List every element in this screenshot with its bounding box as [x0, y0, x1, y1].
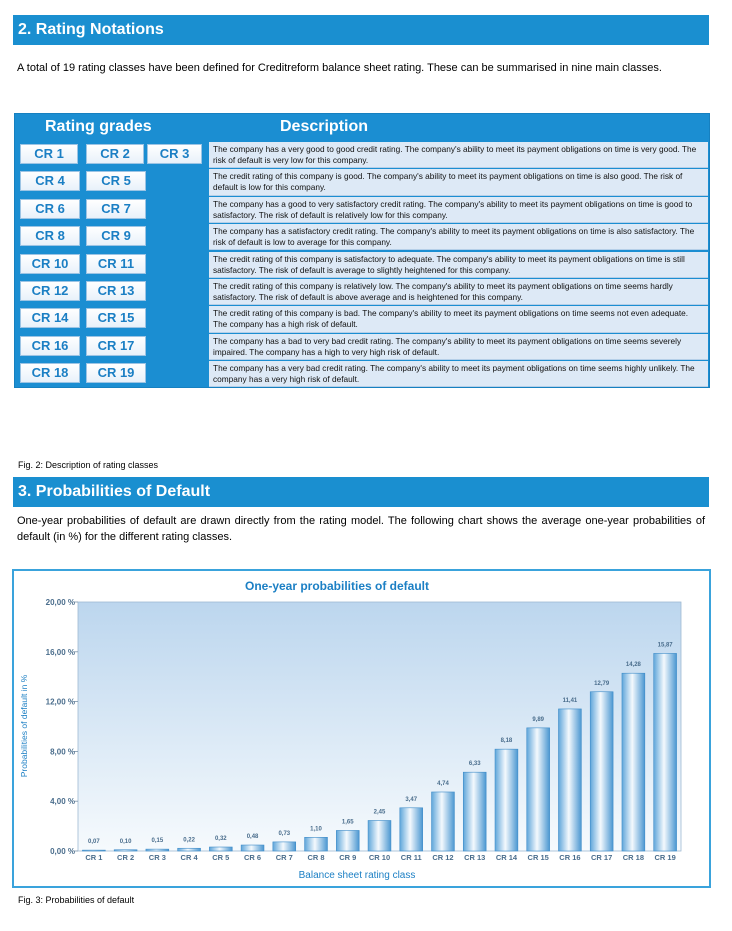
- y-tick-label: 4,00 %: [50, 797, 75, 807]
- bar: [654, 653, 677, 851]
- bar-value-label: 14,28: [625, 662, 641, 669]
- bar: [82, 850, 105, 851]
- bar: [273, 842, 296, 851]
- bar: [305, 837, 328, 851]
- bar-value-label: 3,47: [405, 796, 418, 803]
- bar-value-label: 1,65: [341, 819, 354, 826]
- x-tick-label: CR 12: [432, 853, 454, 862]
- x-tick-label: CR 6: [244, 853, 262, 862]
- rating-row: [15, 223, 709, 250]
- default-probability-chart: [12, 569, 711, 888]
- rating-grade-badges: [15, 196, 208, 223]
- rating-description: The company has a very good to good credit rating. The company's ability to meet its payment obligations on time is very good. The risk of default is very low for this company.: [209, 142, 708, 168]
- rating-grade-badge: CR 12: [20, 281, 80, 301]
- bar-value-label: 0,73: [278, 830, 291, 837]
- bar-value-label: 6,33: [468, 761, 481, 768]
- rating-grade-badges: [15, 360, 208, 387]
- bar-value-label: 2,45: [373, 809, 386, 816]
- bar-value-label: 12,79: [594, 680, 610, 687]
- chart-title: One-year probabilities of default: [244, 579, 430, 593]
- bar-value-label: 1,10: [310, 826, 322, 833]
- section-2-header: 2. Rating Notations: [13, 15, 709, 45]
- bar-value-label: 4,74: [437, 780, 449, 787]
- x-tick-label: CR 10: [368, 853, 391, 862]
- rating-grade-badge: CR 17: [86, 336, 146, 356]
- x-tick-label: CR 8: [307, 853, 325, 862]
- rating-description: The credit rating of this company is bad. The company's ability to meet its payment obligations on time seems not even adequate. The company has a high risk of default.: [209, 306, 708, 332]
- bar: [527, 728, 550, 851]
- rating-grade-badge: CR 3: [147, 144, 202, 164]
- bar: [178, 848, 201, 851]
- rating-grade-badges: [15, 305, 208, 332]
- rating-description: The company has a very bad credit rating. The company's ability to meet its payment obligations on time seems highly unlikely. The company has a very high risk of default.: [209, 361, 708, 387]
- y-axis-ticks: [46, 598, 78, 856]
- rating-grade-badge: CR 5: [86, 171, 146, 191]
- bar: [400, 808, 423, 851]
- section-2-intro: A total of 19 rating classes have been defined for Creditreform balance sheet rating. These can be summarised in nine main classes.: [17, 62, 662, 74]
- bar-value-label: 11,41: [562, 697, 578, 704]
- bar-value-label: 0,15: [151, 838, 164, 845]
- x-tick-label: CR 4: [180, 853, 198, 862]
- rating-grade-badge: CR 2: [86, 144, 144, 164]
- rating-grade-badge: CR 1: [20, 144, 78, 164]
- rating-row: [15, 196, 709, 223]
- rating-grade-badges: [15, 141, 208, 168]
- rating-row: [15, 333, 709, 360]
- x-tick-label: CR 16: [559, 853, 581, 862]
- rating-description: The company has a good to very satisfactory credit rating. The company's ability to meet its payment obligations on time is good to satisfactory. The risk of default is relatively low for this company.: [209, 197, 708, 223]
- rating-grade-badge: CR 14: [20, 308, 80, 328]
- rating-grade-badge: CR 11: [86, 254, 146, 274]
- rating-row: [15, 305, 709, 332]
- bar: [463, 772, 486, 851]
- x-tick-label: CR 15: [527, 853, 549, 862]
- bar: [146, 849, 169, 851]
- y-tick-label: 8,00 %: [50, 747, 75, 757]
- bar-value-label: 0,48: [246, 834, 259, 841]
- rating-grade-badge: CR 16: [20, 336, 80, 356]
- bar: [336, 830, 359, 851]
- section-3-intro: One-year probabilities of default are drawn directly from the rating model. The following chart shows the average one-year probabilities of default (in %) for the different rating classes.: [17, 515, 705, 543]
- bar-value-label: 0,22: [183, 837, 195, 844]
- bar: [558, 709, 581, 851]
- x-tick-label: CR 1: [85, 853, 103, 862]
- bar-value-label: 0,10: [119, 838, 132, 845]
- rating-grade-badge: CR 4: [20, 171, 80, 191]
- rating-grade-badge: CR 13: [86, 281, 146, 301]
- rating-row: [15, 360, 709, 387]
- bar-value-label: 9,89: [532, 716, 545, 723]
- y-axis-label: Probabilities of default in %: [19, 674, 29, 778]
- rating-row: [15, 168, 709, 195]
- rating-grade-badge: CR 18: [20, 363, 80, 383]
- y-tick-label: 20,00 %: [45, 598, 75, 607]
- x-tick-label: CR 19: [654, 853, 676, 862]
- rating-grade-badge: CR 9: [86, 226, 146, 246]
- rating-grade-badges: [15, 223, 208, 250]
- rating-grade-badges: [15, 278, 208, 305]
- rating-grade-badges: [15, 251, 208, 278]
- rating-row: [15, 141, 709, 168]
- x-tick-label: CR 11: [400, 853, 422, 862]
- bar-value-label: 8,18: [500, 738, 513, 745]
- header-description: Description: [280, 118, 369, 135]
- fig-2-caption: Fig. 2: Description of rating classes: [18, 460, 159, 470]
- bar-value-label: 15,87: [657, 642, 673, 649]
- y-tick-label: 12,00 %: [45, 697, 75, 707]
- rating-row: [15, 278, 709, 305]
- x-tick-label: CR 5: [212, 853, 230, 862]
- bar: [368, 820, 391, 851]
- y-tick-label: 16,00 %: [45, 647, 75, 657]
- x-axis-tick-labels: [85, 853, 675, 862]
- rating-description: The company has a satisfactory credit rating. The company's ability to meet its payment obligations on time is also satisfactory. The risk of default is low to average for this company.: [209, 224, 708, 250]
- rating-grade-badge: CR 8: [20, 226, 80, 246]
- chart-svg: [14, 571, 709, 886]
- rating-grade-badge: CR 7: [86, 199, 146, 219]
- bar: [432, 792, 455, 851]
- bar: [622, 673, 645, 851]
- x-tick-label: CR 3: [148, 853, 166, 862]
- x-tick-label: CR 17: [591, 853, 613, 862]
- rating-grade-badges: [15, 333, 208, 360]
- x-axis-label: Balance sheet rating class: [298, 870, 416, 881]
- bar: [114, 850, 137, 851]
- x-tick-label: CR 14: [495, 853, 518, 862]
- bar-value-label: 0,07: [88, 839, 100, 846]
- y-tick-label: 0,00 %: [50, 847, 75, 856]
- x-tick-label: CR 9: [339, 853, 357, 862]
- bar: [590, 692, 613, 851]
- rating-description: The company has a bad to very bad credit rating. The company's ability to meet its payment obligations on time seems severely impaired. The company has a high to very high risk of default.: [209, 334, 708, 360]
- bar: [241, 845, 264, 851]
- x-tick-label: CR 2: [117, 853, 135, 862]
- x-tick-label: CR 13: [464, 853, 486, 862]
- rating-grade-badges: [15, 168, 208, 195]
- rating-grade-badge: CR 15: [86, 308, 146, 328]
- bar-value-label: 0,32: [214, 836, 227, 843]
- bar: [495, 749, 518, 851]
- x-tick-label: CR 18: [622, 853, 645, 862]
- rating-description: The credit rating of this company is relatively low. The company's ability to meet its payment obligations on time seems hardly satisfactory. The risk of default is above average and is heightened for this company.: [209, 279, 708, 305]
- section-3-header: 3. Probabilities of Default: [13, 477, 709, 507]
- fig-3-caption: Fig. 3: Probabilities of default: [18, 895, 135, 905]
- rating-row: [15, 251, 709, 278]
- rating-description: The credit rating of this company is good. The company's ability to meet its payment obligations on time is also good. The risk of default is low for this company.: [209, 169, 708, 195]
- rating-table-header: [15, 114, 709, 140]
- header-rating-grades: Rating grades: [45, 118, 152, 135]
- rating-grade-badge: CR 10: [20, 254, 80, 274]
- rating-table: [14, 113, 710, 388]
- rating-grade-badge: CR 19: [86, 363, 146, 383]
- rating-grade-badge: CR 6: [20, 199, 80, 219]
- x-tick-label: CR 7: [275, 853, 293, 862]
- rating-description: The credit rating of this company is satisfactory to adequate. The company's ability to meet its payment obligations on time is still satisfactory. The risk of default is average to slightly heightened for this company.: [209, 252, 708, 278]
- bar: [209, 847, 232, 851]
